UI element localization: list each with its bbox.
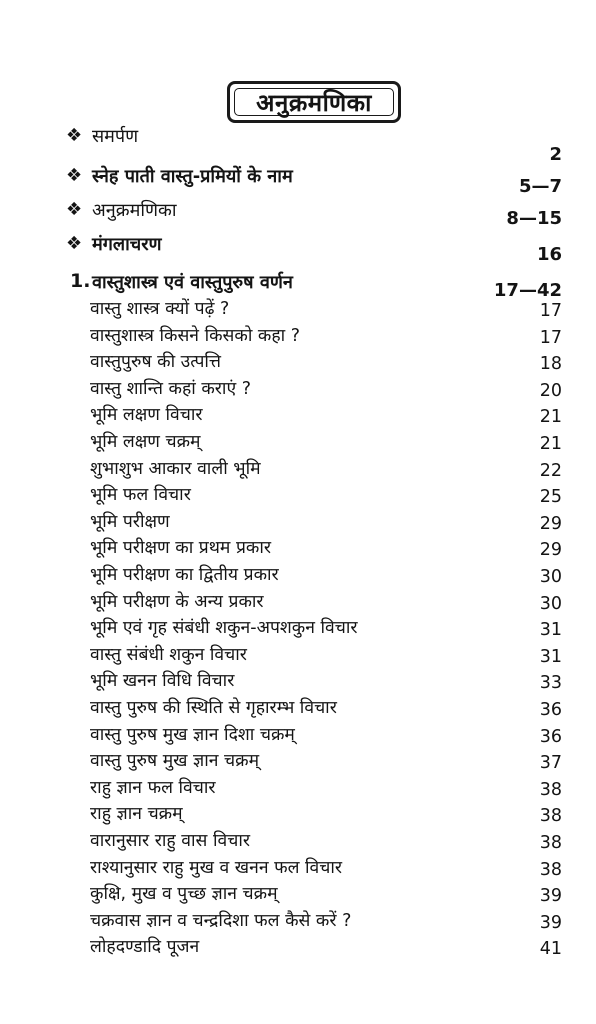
entry-label: मंगलाचरण bbox=[92, 234, 162, 255]
subentry-label: वास्तु शास्त्र क्यों पढ़ें ? bbox=[90, 299, 230, 319]
toc-subentry[interactable] bbox=[0, 828, 596, 856]
subentry-page: 30 bbox=[539, 567, 562, 587]
toc-subentry[interactable] bbox=[0, 881, 596, 909]
subentry-label: भूमि परीक्षण के अन्य प्रकार bbox=[90, 591, 264, 612]
subentry-page: 22 bbox=[539, 460, 562, 481]
subentry-page: 39 bbox=[539, 886, 562, 907]
subentry-label: राहु ज्ञान चक्रम् bbox=[90, 804, 183, 825]
toc-subentry[interactable] bbox=[0, 509, 596, 537]
toc-subentry[interactable] bbox=[0, 775, 596, 803]
toc-subentry[interactable] bbox=[0, 402, 596, 430]
subentry-label: भूमि खनन विधि विचार bbox=[90, 671, 235, 692]
chapter-label: वास्तुशास्त्र एवं वास्तुपुरुष वर्णन bbox=[92, 272, 293, 293]
subentry-label: वास्तु पुरुष मुख ज्ञान दिशा चक्रम् bbox=[90, 724, 295, 745]
subentry-page: 25 bbox=[539, 487, 562, 508]
toc-subentry[interactable] bbox=[0, 482, 596, 510]
toc-subentry[interactable] bbox=[0, 855, 596, 883]
toc-entry-invocation[interactable] bbox=[0, 232, 596, 265]
diamond-bullet-icon: ❖ bbox=[66, 165, 83, 186]
subentry-page: 30 bbox=[539, 593, 562, 614]
toc-entry-dedication[interactable] bbox=[0, 124, 596, 165]
subentry-page: 36 bbox=[539, 700, 562, 720]
subentry-page: 37 bbox=[539, 753, 562, 774]
subentry-label: चक्रवास ज्ञान व चन्द्रदिशा फल कैसे करें ? bbox=[90, 910, 352, 931]
subentry-label: भूमि फल विचार bbox=[90, 485, 191, 506]
toc-subentry[interactable] bbox=[0, 589, 596, 617]
toc-subentry[interactable] bbox=[0, 801, 596, 829]
chapter-page: 17—42 bbox=[493, 280, 562, 301]
subentry-page: 29 bbox=[539, 513, 562, 534]
subentry-label: वास्तु पुरुष मुख ज्ञान चक्रम् bbox=[90, 751, 260, 772]
toc-subentry[interactable] bbox=[0, 668, 596, 696]
subentry-label: भूमि परीक्षण का प्रथम प्रकार bbox=[90, 538, 272, 559]
subentry-page: 21 bbox=[539, 407, 562, 428]
toc-subentry[interactable] bbox=[0, 615, 596, 643]
subentry-page: 39 bbox=[539, 912, 562, 933]
subentry-label: भूमि एवं गृह संबंधी शकुन-अपशकुन विचार bbox=[90, 618, 358, 639]
toc-subentry[interactable] bbox=[0, 429, 596, 457]
toc-subentry[interactable] bbox=[0, 456, 596, 484]
subentry-label: शुभाशुभ आकार वाली भूमि bbox=[90, 458, 261, 479]
subentry-page: 18 bbox=[539, 354, 562, 375]
subentry-page: 21 bbox=[539, 434, 562, 454]
subentry-label: वास्तु शान्ति कहां कराएं ? bbox=[90, 378, 251, 399]
subentry-page: 33 bbox=[539, 673, 562, 694]
subentry-label: वास्तु संबंधी शकुन विचार bbox=[90, 644, 247, 665]
entry-page: 2 bbox=[549, 144, 562, 165]
subentry-label: कुक्षि, मुख व पुच्छ ज्ञान चक्रम् bbox=[90, 884, 278, 905]
subentry-page: 17 bbox=[539, 327, 562, 348]
diamond-bullet-icon: ❖ bbox=[66, 199, 83, 220]
subentry-label: भूमि परीक्षण bbox=[90, 511, 170, 532]
entry-label: समर्पण bbox=[92, 126, 139, 147]
subentry-page: 29 bbox=[539, 540, 562, 561]
subentry-page: 38 bbox=[539, 806, 562, 827]
toc-subentry[interactable] bbox=[0, 908, 596, 936]
subentry-label: वास्तु पुरुष की स्थिति से गृहारम्भ विचार bbox=[90, 698, 337, 718]
entry-page: 5—7 bbox=[518, 176, 562, 197]
subentry-page: 41 bbox=[539, 939, 562, 960]
subentry-page: 38 bbox=[539, 859, 562, 880]
subentry-page: 20 bbox=[539, 380, 562, 401]
toc-subentry[interactable] bbox=[0, 296, 596, 324]
page-title: अनुक्रमणिका bbox=[234, 88, 394, 116]
diamond-bullet-icon: ❖ bbox=[66, 125, 83, 146]
toc-subentry[interactable] bbox=[0, 934, 596, 962]
subentry-page: 31 bbox=[539, 620, 562, 641]
subentry-page: 38 bbox=[539, 779, 562, 800]
subentry-page: 31 bbox=[539, 646, 562, 667]
subentry-label: वास्तुपुरुष की उत्पत्ति bbox=[90, 352, 222, 373]
entry-page: 16 bbox=[536, 244, 562, 265]
entry-label: अनुक्रमणिका bbox=[92, 200, 177, 221]
toc-subentry[interactable] bbox=[0, 349, 596, 377]
subentry-label: भूमि परीक्षण का द्वितीय प्रकार bbox=[90, 565, 279, 585]
subentry-label: राश्यानुसार राहु मुख व खनन फल विचार bbox=[90, 857, 343, 878]
subentry-page: 17 bbox=[539, 301, 562, 321]
toc-subentry[interactable] bbox=[0, 748, 596, 776]
toc-entry-index[interactable] bbox=[0, 198, 596, 229]
diamond-bullet-icon: ❖ bbox=[66, 233, 83, 254]
entry-label: स्नेह पाती वास्तु-प्रमियों के नाम bbox=[92, 166, 293, 187]
toc-subentry[interactable] bbox=[0, 722, 596, 750]
toc-subentry[interactable] bbox=[0, 562, 596, 590]
title-frame bbox=[227, 81, 401, 123]
subentry-label: राहु ज्ञान फल विचार bbox=[90, 777, 216, 798]
toc-subentry[interactable] bbox=[0, 642, 596, 670]
toc-subentry[interactable] bbox=[0, 695, 596, 723]
toc-subentry[interactable] bbox=[0, 323, 596, 351]
toc-chapter-1[interactable] bbox=[0, 270, 596, 301]
subentry-page: 38 bbox=[539, 833, 562, 853]
subentry-label: वास्तुशास्त्र किसने किसको कहा ? bbox=[90, 325, 301, 346]
subentry-label: लोहदण्डादि पूजन bbox=[90, 937, 200, 958]
subentry-label: भूमि लक्षण चक्रम् bbox=[90, 432, 201, 452]
subentry-page: 36 bbox=[539, 726, 562, 747]
entry-page: 8—15 bbox=[506, 208, 562, 229]
toc-entry-greetings[interactable] bbox=[0, 164, 596, 197]
subentry-label: भूमि लक्षण विचार bbox=[90, 405, 203, 426]
toc-subentry[interactable] bbox=[0, 535, 596, 563]
chapter-number: 1. bbox=[70, 270, 91, 292]
subentry-label: वारानुसार राहु वास विचार bbox=[90, 831, 251, 851]
toc-subentry[interactable] bbox=[0, 376, 596, 404]
